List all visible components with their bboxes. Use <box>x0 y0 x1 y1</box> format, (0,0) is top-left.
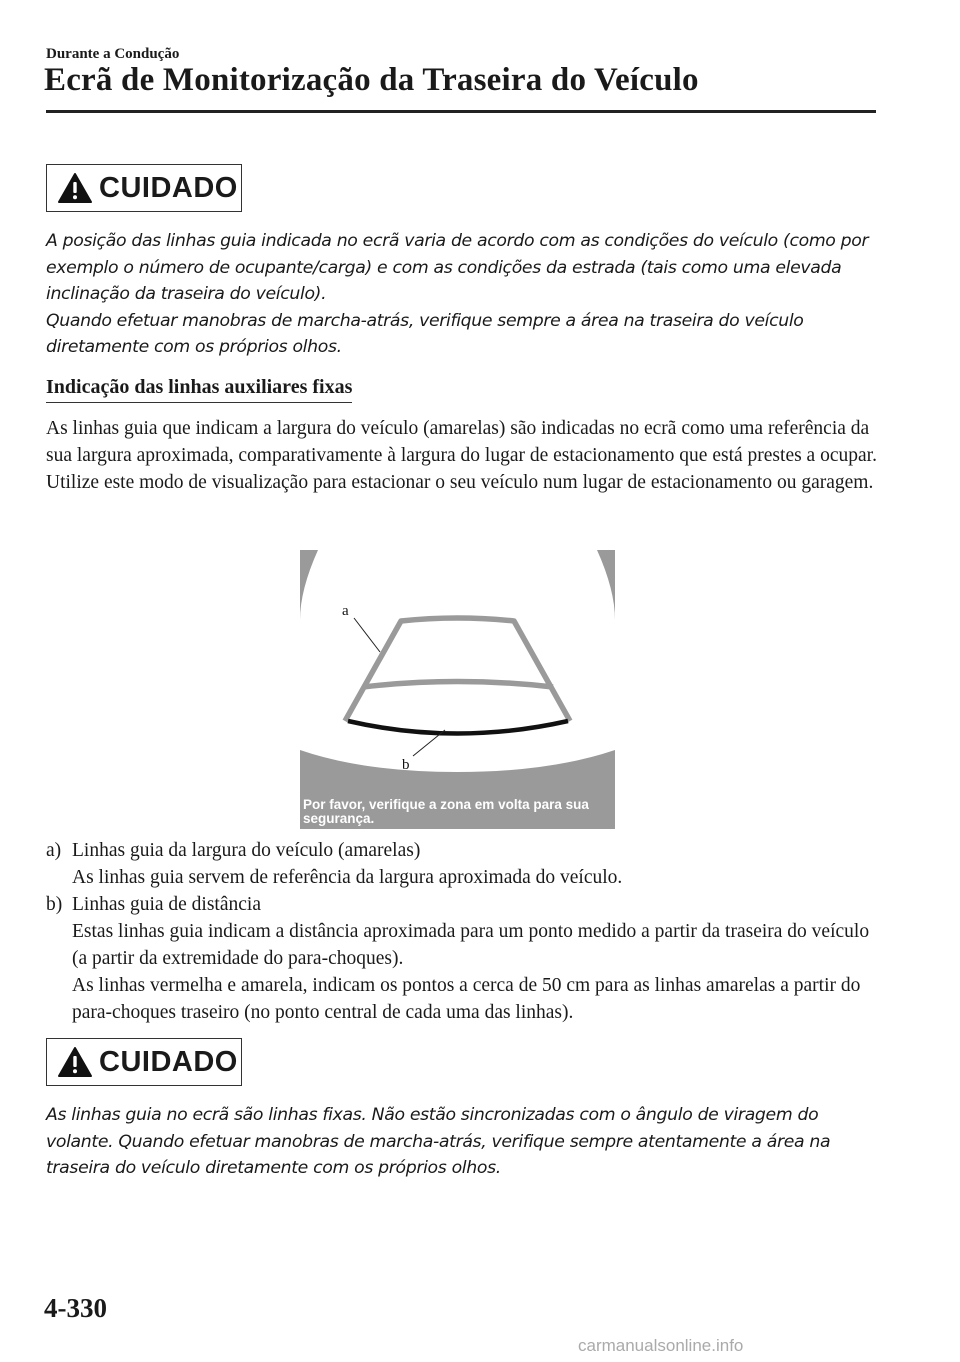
page-title: Ecrã de Monitorização da Traseira do Veículo <box>44 62 699 98</box>
caution-box-2 <box>46 1038 242 1086</box>
legend-item-a <box>46 837 886 864</box>
caution-paragraph: Quando efetuar manobras de marcha-atrás, verifique sempre a área na traseira do veículo diretamente com os próprios olhos. <box>46 310 804 357</box>
legend-key-b: b) <box>46 894 63 915</box>
screen-message-line-2: segurança. <box>303 811 375 826</box>
callout-label-b: b <box>402 757 410 773</box>
section-label: Durante a Condução <box>46 46 180 62</box>
body-paragraph: As linhas guia que indicam a largura do veículo (amarelas) são indicadas no ecrã como uma referência da sua largura aproximada, comparativamente à largura do lugar de estacionamento que está prestes a ocupar. <box>46 418 877 466</box>
warning-triangle-icon <box>57 172 93 204</box>
body-paragraph: Utilize este modo de visualização para estacionar o seu veículo num lugar de estacionamento ou garagem. <box>46 472 874 493</box>
warning-triangle-icon <box>57 1046 93 1078</box>
caution-paragraph: A posição das linhas guia indicada no ecrã varia de acordo com as condições do veículo (como por exemplo o número de ocupante/carga) e com as condições da estrada (tais como uma elevada inclinação da traseira do veículo). <box>46 231 869 304</box>
legend-desc-b-2: As linhas vermelha e amarela, indicam os pontos a cerca de 50 cm para as linhas amarelas a partir do para-choques traseiro (no ponto central de cada uma das linhas). <box>72 975 861 1023</box>
caution-box-1 <box>46 164 242 212</box>
title-rule <box>46 110 876 113</box>
subheading: Indicação das linhas auxiliares fixas <box>46 376 352 403</box>
legend-item-b <box>46 891 886 918</box>
caution-text-1 <box>46 228 876 361</box>
caution-label: CUIDADO <box>99 1045 238 1078</box>
caution-label: CUIDADO <box>99 171 238 204</box>
body-text <box>46 415 886 496</box>
rear-camera-screen-figure <box>300 550 615 829</box>
caution-paragraph: As linhas guia no ecrã são linhas fixas. Não estão sincronizadas com o ângulo de viragem do volante. Quando efetuar manobras de marcha-atrás, verifique sempre atentamente a área na traseira do veículo diretamente com os próprios olhos. <box>46 1105 831 1178</box>
legend-title-b: Linhas guia de distância <box>72 894 261 915</box>
watermark: carmanualsonline.info <box>578 1336 744 1355</box>
screen-message-line-1: Por favor, verifique a zona em volta para sua <box>303 797 589 812</box>
legend-key-a: a) <box>46 840 62 861</box>
legend-title-a: Linhas guia da largura do veículo (amarelas) <box>72 840 421 861</box>
page-number: 4-330 <box>44 1293 107 1323</box>
caution-text-2 <box>46 1102 876 1182</box>
callout-label-a: a <box>342 603 349 619</box>
screen-white-area <box>300 550 615 772</box>
figure-legend <box>46 837 886 1026</box>
legend-desc-a: As linhas guia servem de referência da largura aproximada do veículo. <box>72 867 623 888</box>
legend-desc-b-1: Estas linhas guia indicam a distância aproximada para um ponto medido a partir da traseira do veículo (a partir da extremidade do para-choques). <box>72 921 870 969</box>
